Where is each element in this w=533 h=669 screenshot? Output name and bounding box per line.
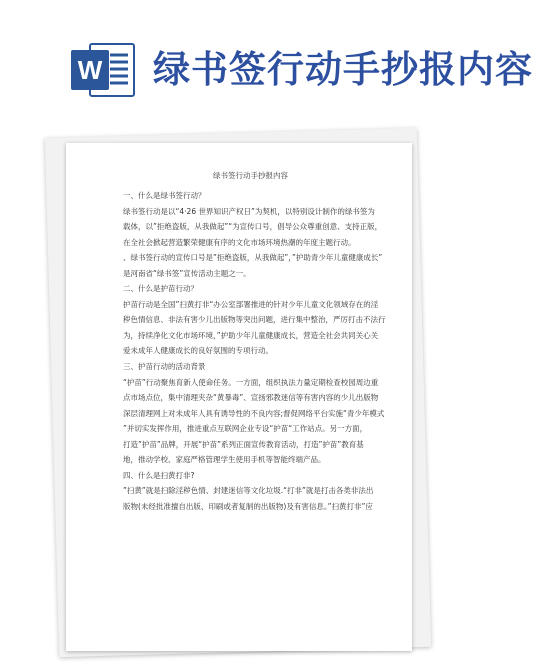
document-line: 秽色情信息、非法有害少儿出版物等突出问题，进行集中整治，严厉打击不法行	[123, 315, 386, 325]
document-line: 深层清理网上对未成年人具有诱导性的不良内容;督促网络平台实施“青少年模式	[123, 408, 385, 418]
word-icon-letter: W	[77, 55, 103, 85]
document-line: 爱未成年人健康成长的良好氛围的专项行动。	[123, 346, 273, 356]
document-line: 四、什么是扫黄打非?	[123, 470, 195, 480]
document-line: 一、什么是绿书签行动？	[123, 191, 206, 200]
document-line: 载体，以”拒绝盗版，从我做起”“为宣传口号，倡导公众尊重创意、支持正版，	[123, 222, 383, 232]
document-heading: 绿书签行动手抄报内容	[213, 171, 288, 180]
document-line: 是河南省“绿书签”宣传活动主题之一。	[123, 268, 251, 278]
document-line: 打造”护苗”品牌，开展“护苗”系列正面宣传教育活动，打造”护苗”教育基	[123, 439, 364, 449]
document-line: ”扫黄”就是扫除淫秽色情、封建迷信等文化垃圾.“打非”就是打击各类非法出	[123, 486, 374, 496]
document-line: 在全社会掀起营造繁荣健康有序的文化市场环境热潮的年度主题行动。	[123, 237, 356, 247]
page-title: 绿书签行动手抄报内容	[153, 48, 533, 91]
document-line: 绿书签行动是以“4·26 世界知识产权日”为契机，以特别设计制作的绿书签为	[123, 206, 375, 216]
document-line: “护苗”行动聚焦育新人使命任务。一方面，组织执法力量定期检查校园周边重	[123, 377, 379, 387]
document-line: 三、护苗行动的活动背景	[123, 362, 206, 372]
document-content	[123, 170, 386, 514]
document-line: 地，推动学校、家庭严格管理学生使用手机等智能终端产品。	[123, 455, 326, 465]
document-line: 点市场点位，集中清理夹杂“黄暴毒”、宣扬邪教迷信等有害内容的少儿出版物	[123, 393, 379, 403]
document-line: 护苗行动是全国”扫黄打非“办公室部署推进的针对少年儿童文化领域存在的淫	[123, 299, 379, 309]
document-line: ”并切实发挥作用，推进重点互联网企业专设“护苗“工作站点。另一方面，	[123, 424, 368, 434]
document-line: 二、什么是护苗行动？	[123, 284, 198, 294]
document-page	[66, 143, 412, 651]
document-line: 版物(未经批准擅自出版、印刷或者复制的出版物)及有害信息。”扫黄打非”应	[123, 501, 373, 511]
document-line: 为，持续净化文化市场环境，”护助少年儿童健康成长，营造全社会共同关心关	[123, 330, 379, 340]
document-line: 、绿书签行动的宣传口号是”拒绝盗版，从我做起”，”护助青少年儿童健康成长”	[123, 253, 383, 263]
word-document-icon	[68, 41, 138, 99]
